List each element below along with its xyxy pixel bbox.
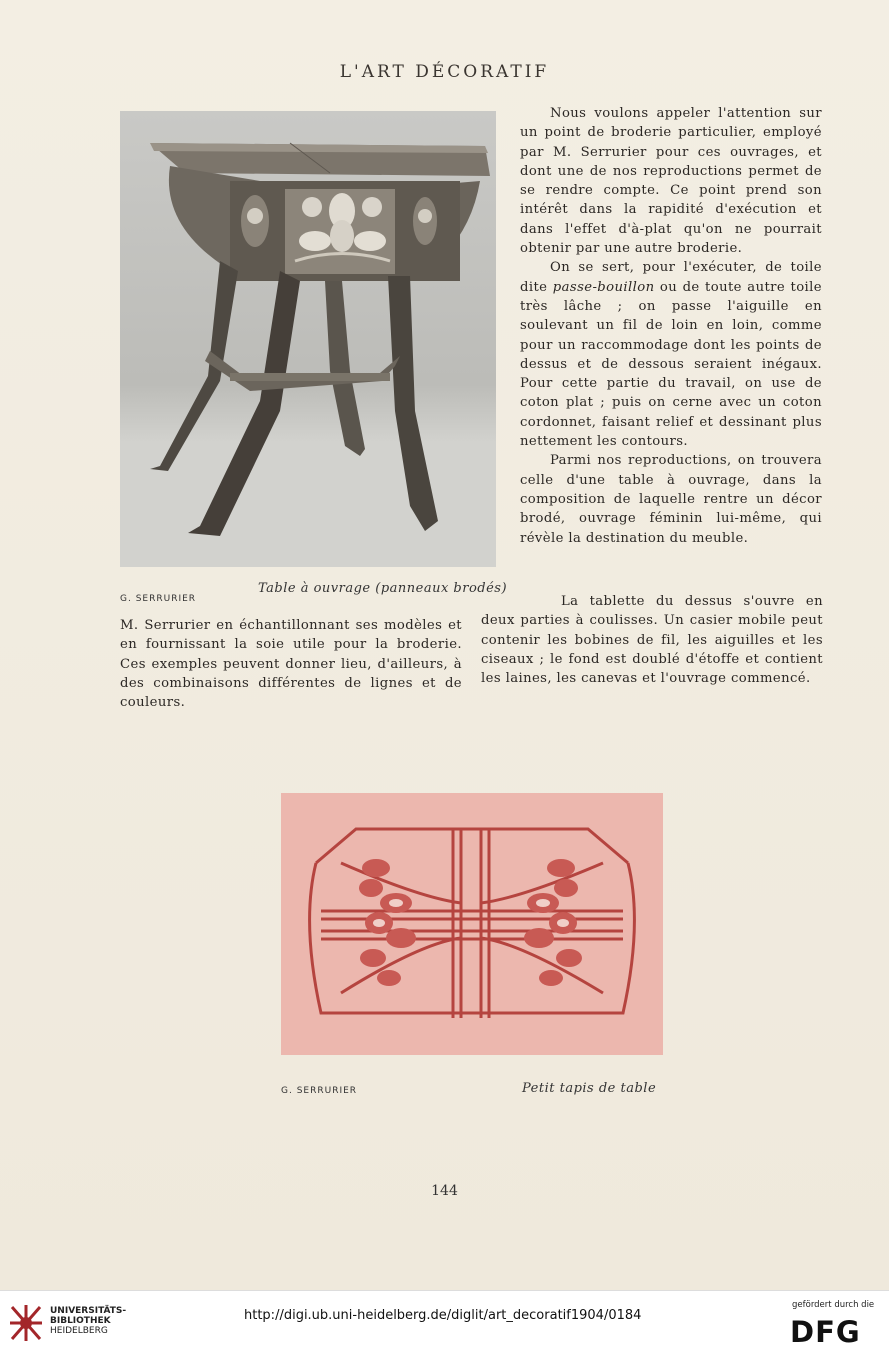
figure2-credit: G. SERRURIER	[281, 1086, 358, 1096]
table-mat-illustration	[281, 793, 663, 1055]
figure1-caption: Table à ouvrage (panneaux brodés)	[258, 581, 508, 596]
paragraph-text: ou de toute autre toile très lâche ; on passe l'aiguille en soulevant un fil de loin en loin, comme pour un raccommodage dont les points de dessus et de dessous seraient inégaux. Pour cette partie du travail, on use de coton plat ; puis on cerne avec un coton cordonnet, faisant relief et dessinant plus nettement les contours.	[520, 279, 822, 450]
paragraph: Nous voulons appeler l'attention sur un point de broderie particulier, employé par M. Serrurier pour ces ouvrages, et dont une de nos reproductions permet de se rendre compte. Ce point prend son intérêt dans la rapidité d'exécution et dans l'effet d'à-plat qu'on ne pourrait obtenir par une autre broderie.	[520, 106, 822, 257]
work-table-photo	[120, 111, 496, 567]
library-line: HEIDELBERG	[50, 1326, 108, 1336]
paragraph	[520, 258, 822, 451]
page-number: 144	[431, 1183, 458, 1199]
right-column-top	[520, 104, 822, 548]
left-column-bottom	[120, 616, 462, 712]
library-line: UNIVERSITÄTS-	[50, 1306, 127, 1316]
paragraph: M. Serrurier en échantillonnant ses modèles et en fournissant la soie utile pour la broderie. Ces exemples peuvent donner lieu, d'ailleurs, à des combinaisons différentes de lignes et de couleurs.	[120, 618, 462, 711]
library-line: BIBLIOTHEK	[50, 1316, 111, 1326]
figure2-caption: Petit tapis de table	[522, 1081, 657, 1096]
funder-label: gefördert durch die	[792, 1300, 875, 1310]
figure1-credit: G. SERRURIER	[120, 594, 197, 604]
paragraph: La tablette du dessus s'ouvre en deux parties à coulisses. Un casier mobile peut contenir les bobines de fil, les aiguilles et les ciseaux ; le fond est doublé d'étoffe et contient les laines, les canevas et l'ouvrage commencé.	[481, 594, 823, 687]
university-seal-icon	[8, 1303, 44, 1343]
library-name	[50, 1306, 126, 1336]
permalink-url[interactable]: http://digi.ub.uni-heidelberg.de/diglit/art_decoratif1904/0184	[244, 1308, 642, 1323]
dfg-logo: DFG	[790, 1315, 861, 1349]
paragraph-text: On se sert, pour l'exécuter, de toile dite	[520, 260, 822, 295]
right-column-bottom	[481, 592, 823, 688]
viewer-footer	[0, 1290, 889, 1356]
paragraph: Parmi nos reproductions, on trouvera celle d'une table à ouvrage, dans la composition de laquelle rentre un décor brodé, ouvrage féminin lui-même, qui révèle la destination du meuble.	[520, 453, 822, 546]
italic-term: passe-bouillon	[552, 279, 655, 295]
running-head: L'ART DÉCORATIF	[339, 62, 550, 82]
